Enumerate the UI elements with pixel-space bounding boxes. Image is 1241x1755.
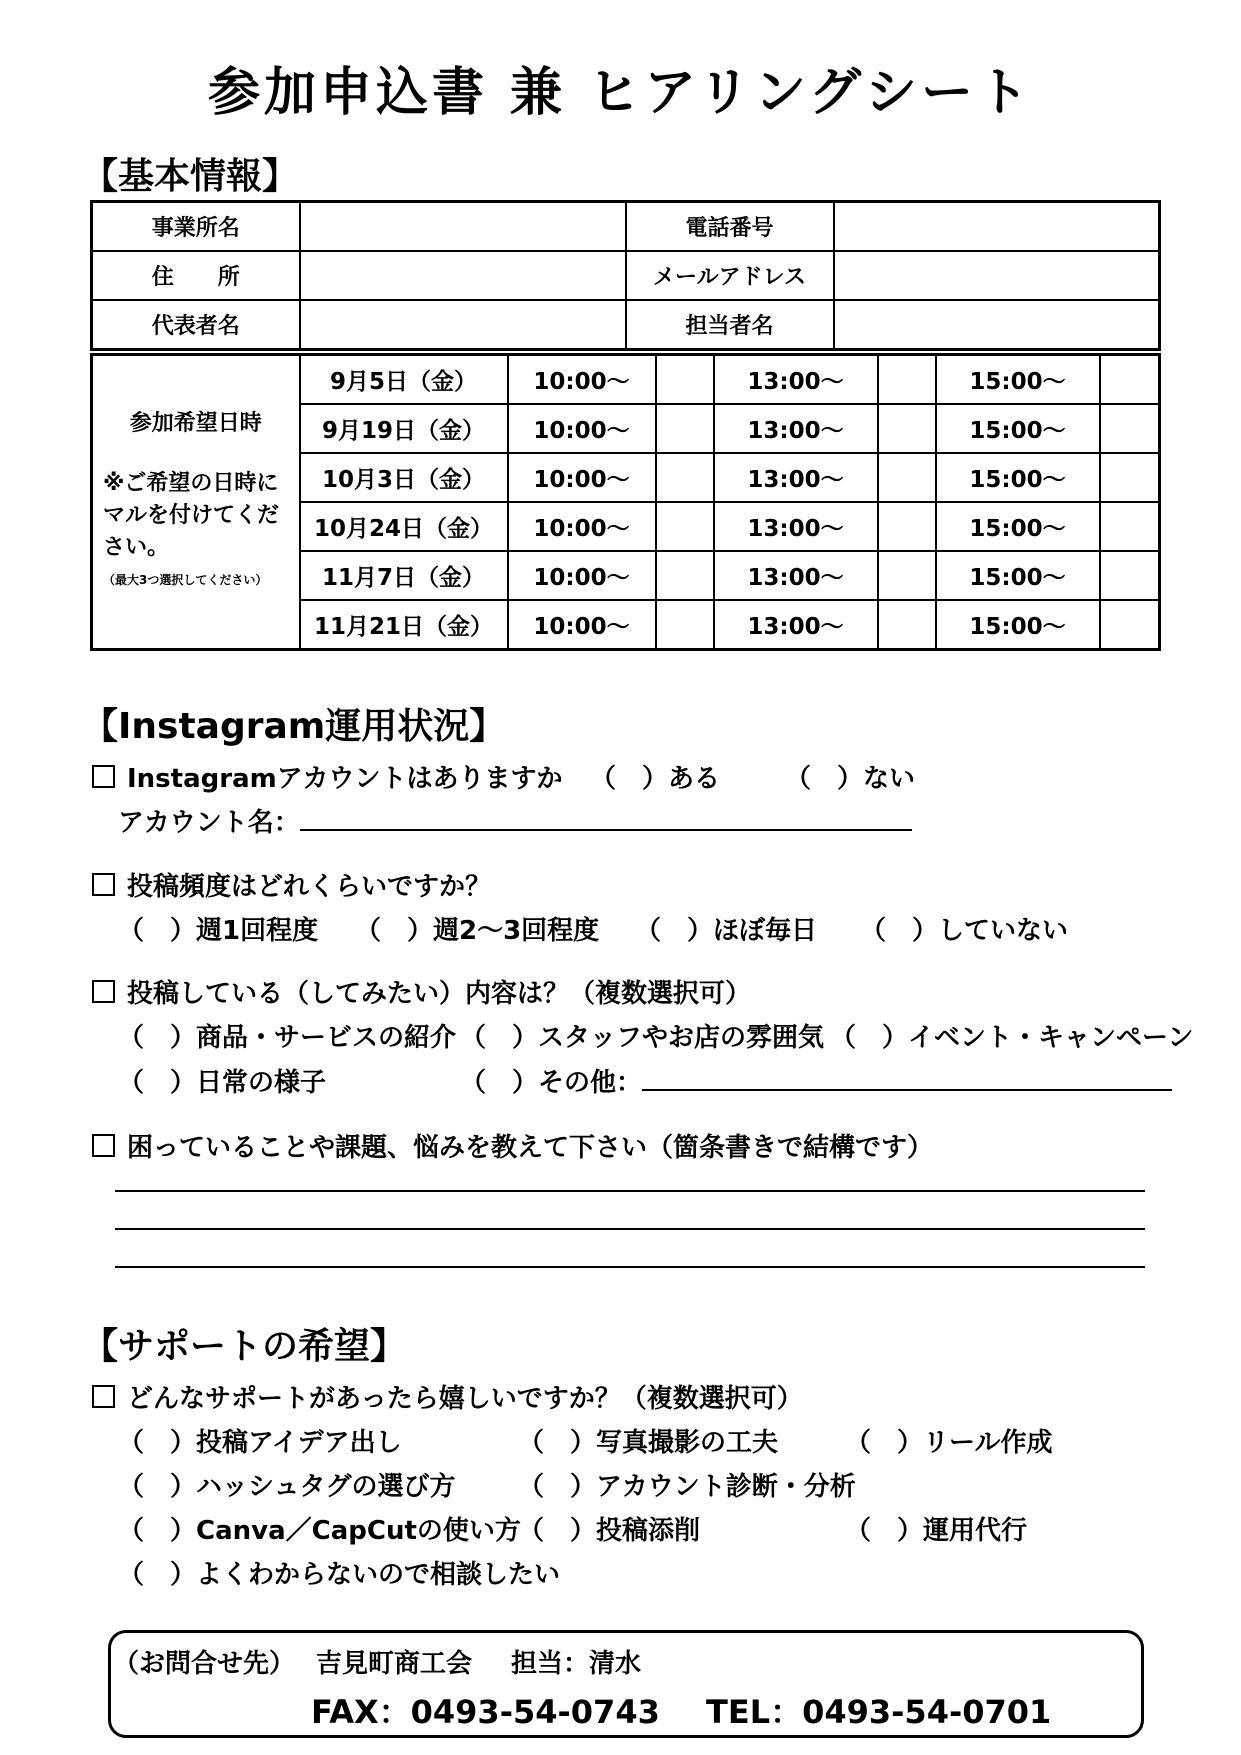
q1-checkbox[interactable] (92, 765, 115, 788)
instagram-heading: 【Instagram運用状況】 (82, 706, 506, 747)
contact-person-field[interactable] (834, 300, 1160, 350)
account-name-label: アカウント名： (118, 808, 300, 838)
q3-checkbox[interactable] (92, 980, 115, 1003)
schedule-date: 11月7日（金） (300, 551, 508, 600)
schedule-mark-cell[interactable] (1100, 600, 1160, 650)
support-option-6[interactable]: （ ）Canva／CapCutの使い方 (118, 1516, 521, 1546)
contact-label: （お問合せ先） (113, 1649, 296, 1679)
q2-option-4[interactable]: （ ）していない (860, 916, 1069, 946)
support-option-3[interactable]: （ ）リール作成 (845, 1428, 1053, 1458)
schedule-mark-cell[interactable] (1100, 404, 1160, 453)
schedule-mark-cell[interactable] (656, 502, 714, 551)
q4-text: 困っていることや課題、悩みを教えて下さい（箇条書きで結構です） (127, 1133, 934, 1163)
schedule-mark-cell[interactable] (656, 551, 714, 600)
q2-option-1[interactable]: （ ）週1回程度 (118, 916, 319, 946)
schedule-time: 15:00～ (936, 355, 1100, 405)
schedule-note: ※ご希望の日時にマルを付けてください。 (103, 471, 280, 560)
support-checkbox[interactable] (92, 1385, 115, 1408)
schedule-time: 10:00～ (508, 551, 656, 600)
basic-info-table (90, 200, 1161, 351)
q2-option-3[interactable]: （ ）ほぼ毎日 (635, 916, 818, 946)
contact-tel: TEL：0493-54-0701 (706, 1693, 1052, 1731)
schedule-mark-cell[interactable] (656, 355, 714, 405)
schedule-time: 13:00～ (714, 453, 878, 502)
schedule-time: 15:00～ (936, 453, 1100, 502)
schedule-time: 13:00～ (714, 551, 878, 600)
contact-person: 担当：清水 (511, 1649, 642, 1679)
q3-option-2[interactable]: （ ）スタッフやお店の雰囲気 (460, 1023, 825, 1053)
q3-option-5-row (460, 1062, 1172, 1099)
q2-text: 投稿頻度はどれくらいですか？ (127, 872, 492, 902)
q4-row (92, 1127, 933, 1164)
schedule-time: 13:00～ (714, 404, 878, 453)
support-q-row (92, 1378, 803, 1415)
answer-line-3[interactable] (115, 1266, 1145, 1268)
phone-field[interactable] (834, 202, 1160, 252)
schedule-time: 15:00～ (936, 600, 1100, 650)
schedule-note-small: （最大3つ選択してください） (103, 573, 268, 587)
support-option-1[interactable]: （ ）投稿アイデア出し (118, 1428, 402, 1458)
schedule-date: 10月24日（金） (300, 502, 508, 551)
answer-line-2[interactable] (115, 1228, 1145, 1230)
schedule-mark-cell[interactable] (1100, 502, 1160, 551)
contact-box (108, 1630, 1144, 1738)
answer-line-1[interactable] (115, 1190, 1145, 1192)
q3-option-1[interactable]: （ ）商品・サービスの紹介 (118, 1023, 457, 1053)
support-heading: 【サポートの希望】 (82, 1326, 407, 1367)
schedule-time: 13:00～ (714, 502, 878, 551)
schedule-mark-cell[interactable] (878, 355, 936, 405)
q3-option-5[interactable]: （ ）その他： (460, 1068, 643, 1098)
q3-option-4[interactable]: （ ）日常の様子 (118, 1068, 327, 1098)
q2-option-2[interactable]: （ ）週2～3回程度 (355, 916, 600, 946)
account-name-row (118, 802, 912, 839)
q2-row (92, 866, 491, 903)
basic-info-heading: 【基本情報】 (82, 156, 299, 197)
q1-yes-option[interactable]: （ ）ある (590, 764, 721, 794)
q4-checkbox[interactable] (92, 1134, 115, 1157)
schedule-time: 10:00～ (508, 502, 656, 551)
support-option-7[interactable]: （ ）投稿添削 (518, 1516, 701, 1546)
schedule-time: 10:00～ (508, 404, 656, 453)
schedule-mark-cell[interactable] (656, 453, 714, 502)
support-option-9[interactable]: （ ）よくわからないので相談したい (118, 1560, 561, 1590)
business-name-field[interactable] (300, 202, 626, 252)
schedule-time: 15:00～ (936, 404, 1100, 453)
address-field[interactable] (300, 251, 626, 300)
support-option-8[interactable]: （ ）運用代行 (845, 1516, 1028, 1546)
phone-label: 電話番号 (626, 202, 834, 252)
email-label: メールアドレス (626, 251, 834, 300)
contact-org: 吉見町商工会 (316, 1649, 473, 1679)
schedule-time: 10:00～ (508, 355, 656, 405)
rep-field[interactable] (300, 300, 626, 350)
contact-person-label: 担当者名 (626, 300, 834, 350)
rep-label: 代表者名 (92, 300, 300, 350)
business-name-label: 事業所名 (92, 202, 300, 252)
schedule-mark-cell[interactable] (878, 600, 936, 650)
account-name-field[interactable] (300, 807, 912, 831)
schedule-mark-cell[interactable] (878, 551, 936, 600)
schedule-mark-cell[interactable] (656, 404, 714, 453)
support-option-2[interactable]: （ ）写真撮影の工夫 (518, 1428, 779, 1458)
support-option-5[interactable]: （ ）アカウント診断・分析 (518, 1472, 856, 1502)
q1-row (92, 758, 562, 795)
q3-other-field[interactable] (642, 1067, 1172, 1091)
schedule-mark-cell[interactable] (1100, 551, 1160, 600)
contact-fax: FAX：0493-54-0743 (311, 1693, 660, 1731)
q3-text: 投稿している（してみたい）内容は？（複数選択可） (127, 979, 752, 1009)
schedule-mark-cell[interactable] (878, 404, 936, 453)
schedule-time: 15:00～ (936, 502, 1100, 551)
schedule-mark-cell[interactable] (1100, 453, 1160, 502)
page-title: 参加申込書 兼 ヒアリングシート (207, 63, 1034, 123)
schedule-mark-cell[interactable] (656, 600, 714, 650)
schedule-date: 9月19日（金） (300, 404, 508, 453)
schedule-time: 13:00～ (714, 355, 878, 405)
schedule-mark-cell[interactable] (878, 502, 936, 551)
schedule-date: 10月3日（金） (300, 453, 508, 502)
email-field[interactable] (834, 251, 1160, 300)
support-q-text: どんなサポートがあったら嬉しいですか？（複数選択可） (127, 1384, 803, 1414)
q1-no-option[interactable]: （ ）ない (785, 764, 916, 794)
schedule-date: 11月21日（金） (300, 600, 508, 650)
q3-option-3[interactable]: （ ）イベント・キャンペーン (830, 1023, 1194, 1053)
schedule-mark-cell[interactable] (1100, 355, 1160, 405)
q3-row (92, 973, 751, 1010)
schedule-date: 9月5日（金） (300, 355, 508, 405)
schedule-label: 参加希望日時 (129, 411, 262, 436)
support-option-4[interactable]: （ ）ハッシュタグの選び方 (118, 1472, 456, 1502)
schedule-time: 10:00～ (508, 453, 656, 502)
schedule-time: 10:00～ (508, 600, 656, 650)
schedule-table (90, 353, 1161, 651)
q2-checkbox[interactable] (92, 873, 115, 896)
q1-text: Instagramアカウントはありますか (127, 764, 563, 794)
schedule-time: 13:00～ (714, 600, 878, 650)
address-label: 住 所 (92, 251, 300, 300)
schedule-time: 15:00～ (936, 551, 1100, 600)
schedule-label-cell (92, 355, 300, 650)
schedule-mark-cell[interactable] (878, 453, 936, 502)
